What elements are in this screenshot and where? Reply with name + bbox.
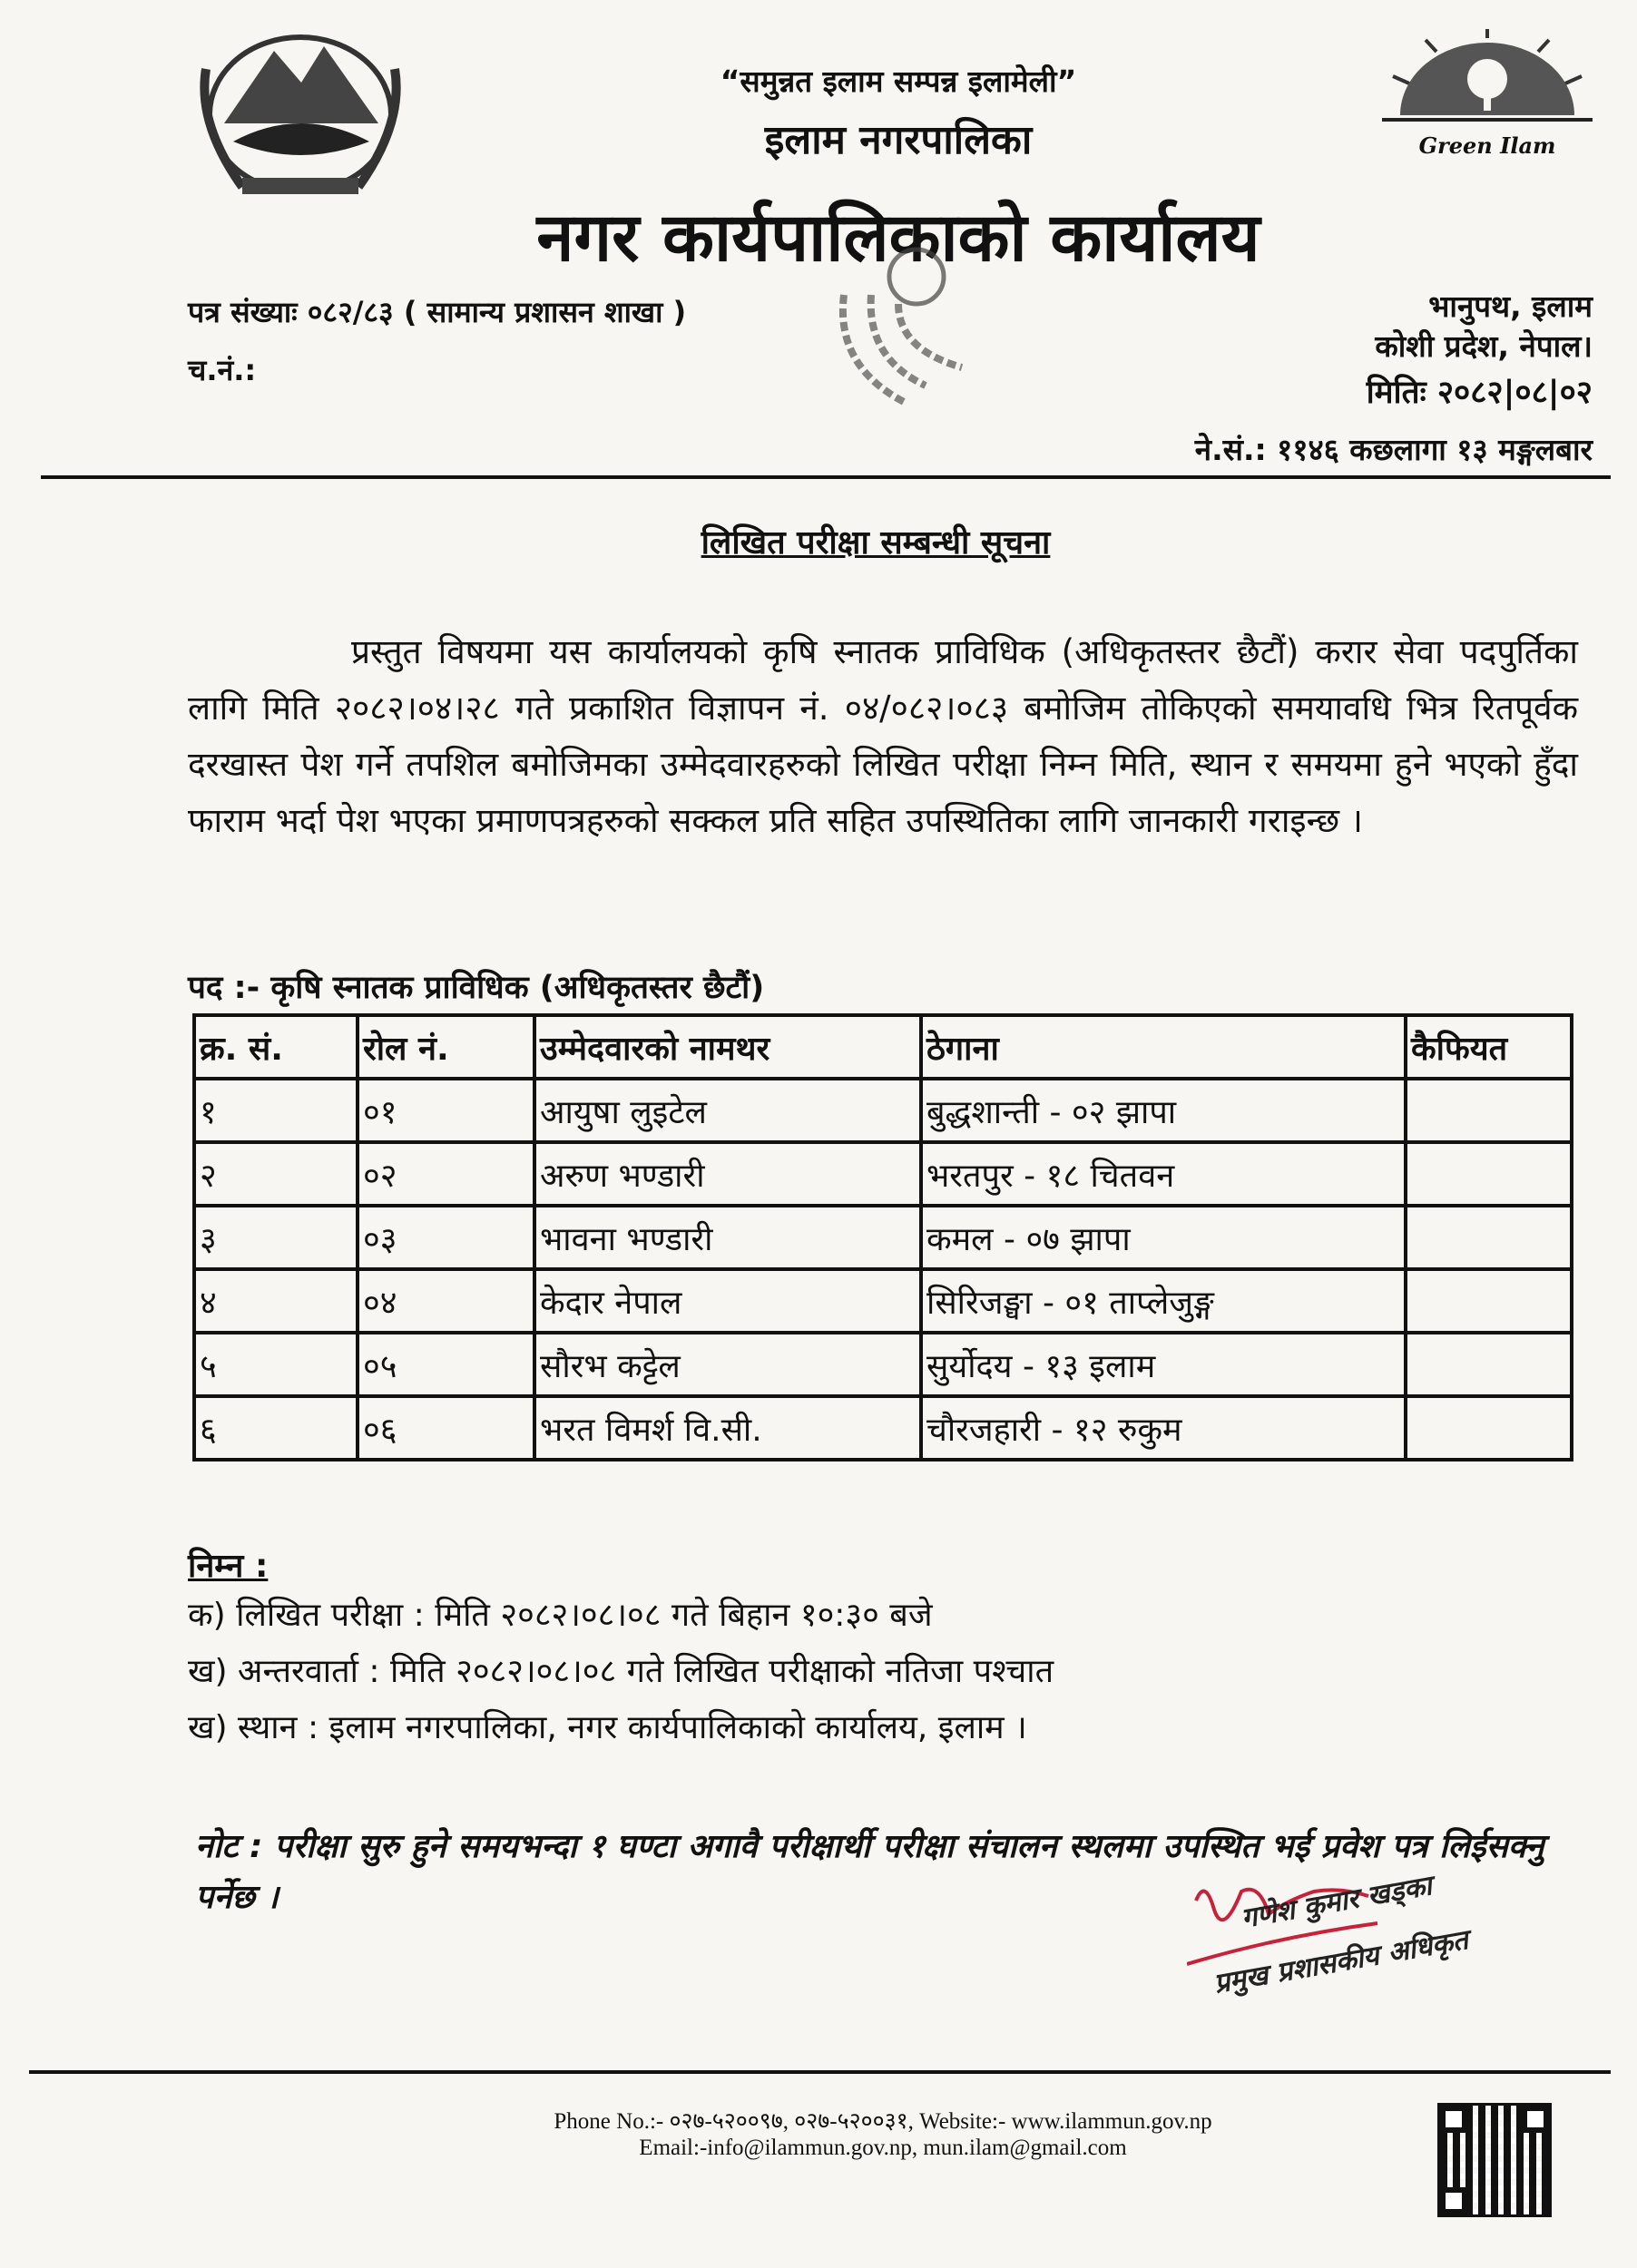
roll-cell: ०१ — [358, 1079, 534, 1142]
office-stamp — [826, 240, 1007, 413]
remarks-cell — [1406, 1333, 1572, 1396]
address-line-1: भानुपथ, इलाम — [1428, 288, 1593, 324]
name-cell: अरुण भण्डारी — [534, 1142, 921, 1206]
green-ilam-logo — [1382, 29, 1593, 159]
remarks-cell — [1406, 1079, 1572, 1142]
office-name: नगर कार्यपालिकाको कार्यालय — [536, 199, 1260, 277]
schedule-venue: ख) स्थान : इलाम नगरपालिका, नगर कार्यपालिकाको कार्यालय, इलाम । — [188, 1709, 1027, 1746]
table-row — [194, 1206, 1572, 1269]
notice-body: प्रस्तुत विषयमा यस कार्यालयको कृषि स्नातक प्राविधिक (अधिकृतस्तर छैटौं) करार सेवा पदपुर्तिका लागि मिति २०८२।०४।२८ गते प्रकाशित विज्ञापन नं. ०४/०८२।०८३ बमोजिम तोकिएको समयावधि भित्र रितपूर्वक दरखास्त पेश गर्ने तपशिल बमोजिमका उम्मेदवारहरुको लिखित परीक्षा निम्न मिति, स्थान र समयमा हुने भएको हुँदा फाराम भर्दा पेश भएका प्रमाणपत्रहरुको सक्कल प्रति सहित उपस्थितिका लागि जानकारी गराइन्छ । — [188, 632, 1578, 840]
table-row — [194, 1269, 1572, 1333]
roll-cell: ०६ — [358, 1396, 534, 1460]
schedule-interview: ख) अन्तरवार्ता : मिति २०८२।०८।०८ गते लिखित परीक्षाको नतिजा पश्चात — [188, 1653, 1054, 1690]
nepal-sambat-date: ने.सं.: ११४६ कछलागा १३ मङ्गलबार — [1194, 432, 1593, 467]
roll-cell: ०४ — [358, 1269, 534, 1333]
serial-cell: १ — [194, 1079, 358, 1142]
table-row — [194, 1396, 1572, 1460]
signature-block — [1187, 1870, 1514, 2019]
nepal-emblem-logo — [188, 15, 413, 202]
header-divider — [41, 475, 1611, 479]
serial-cell: ६ — [194, 1396, 358, 1460]
notice-title: लिखित परीक्षा सम्बन्धी सूचना — [701, 524, 1051, 562]
col-name: उम्मेदवारको नामथर — [534, 1015, 921, 1079]
name-cell: भावना भण्डारी — [534, 1206, 921, 1269]
signatory-designation: प्रमुख प्रशासकीय अधिकृत — [1211, 1924, 1471, 2000]
serial-cell: ४ — [194, 1269, 358, 1333]
name-cell: आयुषा लुइटेल — [534, 1079, 921, 1142]
remarks-cell — [1406, 1142, 1572, 1206]
schedule-exam: क) लिखित परीक्षा : मिति २०८२।०८।०८ गते बिहान १०:३० बजे — [188, 1597, 933, 1634]
footer-email: Email:-info@ilammun.gov.np, mun.ilam@gmail.com — [639, 2136, 1127, 2160]
table-header-row — [194, 1015, 1572, 1079]
col-remarks: कैफियत — [1406, 1015, 1572, 1079]
address-cell: कमल - ०७ झापा — [921, 1206, 1406, 1269]
candidate-table — [192, 1013, 1573, 1461]
table-row — [194, 1142, 1572, 1206]
col-serial: क्र. सं. — [194, 1015, 358, 1079]
roll-cell: ०३ — [358, 1206, 534, 1269]
serial-cell: ५ — [194, 1333, 358, 1396]
address-cell: सिरिजङ्घा - ०१ ताप्लेजुङ्ग — [921, 1269, 1406, 1333]
remarks-cell — [1406, 1396, 1572, 1460]
col-address: ठेगाना — [921, 1015, 1406, 1079]
address-cell: बुद्धशान्ती - ०२ झापा — [921, 1079, 1406, 1142]
post-title: पद :- कृषि स्नातक प्राविधिक (अधिकृतस्तर छैटौं) — [188, 970, 765, 1006]
name-cell: भरत विमर्श वि.सी. — [534, 1396, 921, 1460]
name-cell: केदार नेपाल — [534, 1269, 921, 1333]
slogan: “समुन्नत इलाम सम्पन्न इलामेली” — [720, 64, 1077, 99]
address-line-2: कोशी प्रदेश, नेपाल। — [1375, 328, 1593, 364]
signatory-name: गणेश कुमार खड्का — [1239, 1870, 1435, 1935]
exam-note: नोट : परीक्षा सुरु हुने समयभन्दा १ घण्टा अगावै परीक्षार्थी परीक्षा संचालन स्थलमा उपस्थित भई प्रवेश पत्र लिईसक्नु पर्नेछ । — [195, 1828, 1544, 1916]
address-cell: भरतपुर - १८ चितवन — [921, 1142, 1406, 1206]
dispatch-number: च.नं.: — [188, 353, 257, 387]
schedule-heading: निम्न : — [188, 1548, 269, 1585]
address-cell: सुर्योदय - १३ इलाम — [921, 1333, 1406, 1396]
roll-cell: ०२ — [358, 1142, 534, 1206]
roll-cell: ०५ — [358, 1333, 534, 1396]
col-roll: रोल नं. — [358, 1015, 534, 1079]
remarks-cell — [1406, 1269, 1572, 1333]
remarks-cell — [1406, 1206, 1572, 1269]
qr-code — [1440, 2106, 1549, 2214]
letter-date: मितिः २०८२|०८|०२ — [1366, 375, 1593, 411]
letter-number: पत्र संख्याः ०८२/८३ ( सामान्य प्रशासन शाखा ) — [188, 295, 687, 329]
serial-cell: ३ — [194, 1206, 358, 1269]
schedule-list — [188, 1588, 1054, 1756]
footer-divider — [29, 2070, 1611, 2074]
name-cell: सौरभ कट्टेल — [534, 1333, 921, 1396]
table-row — [194, 1333, 1572, 1396]
green-ilam-text: Green Ilam — [1418, 132, 1556, 159]
municipality-name: इलाम नगरपालिका — [764, 117, 1033, 163]
serial-cell: २ — [194, 1142, 358, 1206]
table-row — [194, 1079, 1572, 1142]
footer-contact: Phone No.:- ०२७-५२००९७, ०२७-५२००३१, Website:- www.ilammun.gov.np — [554, 2109, 1212, 2134]
address-cell: चौरजहारी - १२ रुकुम — [921, 1396, 1406, 1460]
